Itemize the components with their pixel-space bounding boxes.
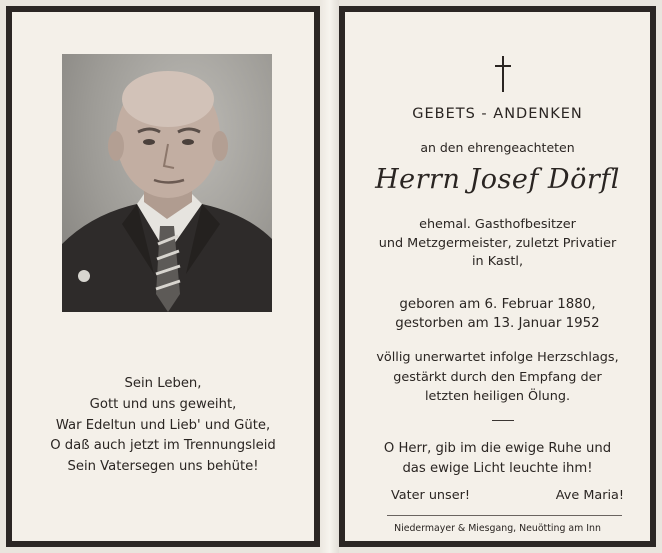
poem-line: Gott und uns geweiht, [89,396,237,412]
cause-line: völlig unerwartet infolge Herzschlags, [376,350,619,365]
cross-icon [493,54,513,94]
death-date: gestorben am 13. Januar 1952 [395,316,600,331]
poem-line: O daß auch jetzt im Trennungsleid [50,438,276,454]
divider [492,420,514,421]
life-dates [345,295,650,333]
prayer-text [345,439,650,479]
poem-line: War Edeltun und Lieb' und Güte, [55,417,271,433]
occupation-line: und Metzgermeister, zuletzt Privatier [378,235,617,251]
cause-of-death [345,348,650,407]
prayer-line: das ewige Licht leuchte ihm! [402,461,593,476]
cause-line: letzten heiligen Ölung. [424,389,571,404]
deceased-name: Herrn Josef Dörfl [375,164,620,195]
occupation-line: in Kastl, [471,254,524,269]
poem-line: Sein Vatersegen uns behüte! [67,459,259,475]
printer-divider [387,515,622,516]
occupation-line: ehemal. Gasthofbesitzer [419,217,576,232]
occupation-block [345,216,650,272]
closing-ave-maria: Ave Maria! [555,488,624,503]
intro-text: an den ehrengeachteten [420,140,575,155]
cause-line: gestärkt durch den Empfang der [393,369,602,385]
prayer-line: O Herr, gib im die ewige Ruhe und [383,441,612,456]
portrait-illustration [62,54,272,312]
card-heading: GEBETS - ANDENKEN [412,106,583,122]
card-fold [320,0,339,553]
birth-date: geboren am 6. Februar 1880, [399,297,596,312]
closing-vater-unser: Vater unser! [391,488,470,503]
memorial-poem [12,374,314,478]
left-card-panel [6,6,320,547]
portrait-photo [62,54,272,312]
poem-line: Sein Leben, [124,376,202,391]
right-card-panel [339,6,656,547]
printer-imprint: Niedermayer & Miesgang, Neuötting am Inn [394,523,601,534]
